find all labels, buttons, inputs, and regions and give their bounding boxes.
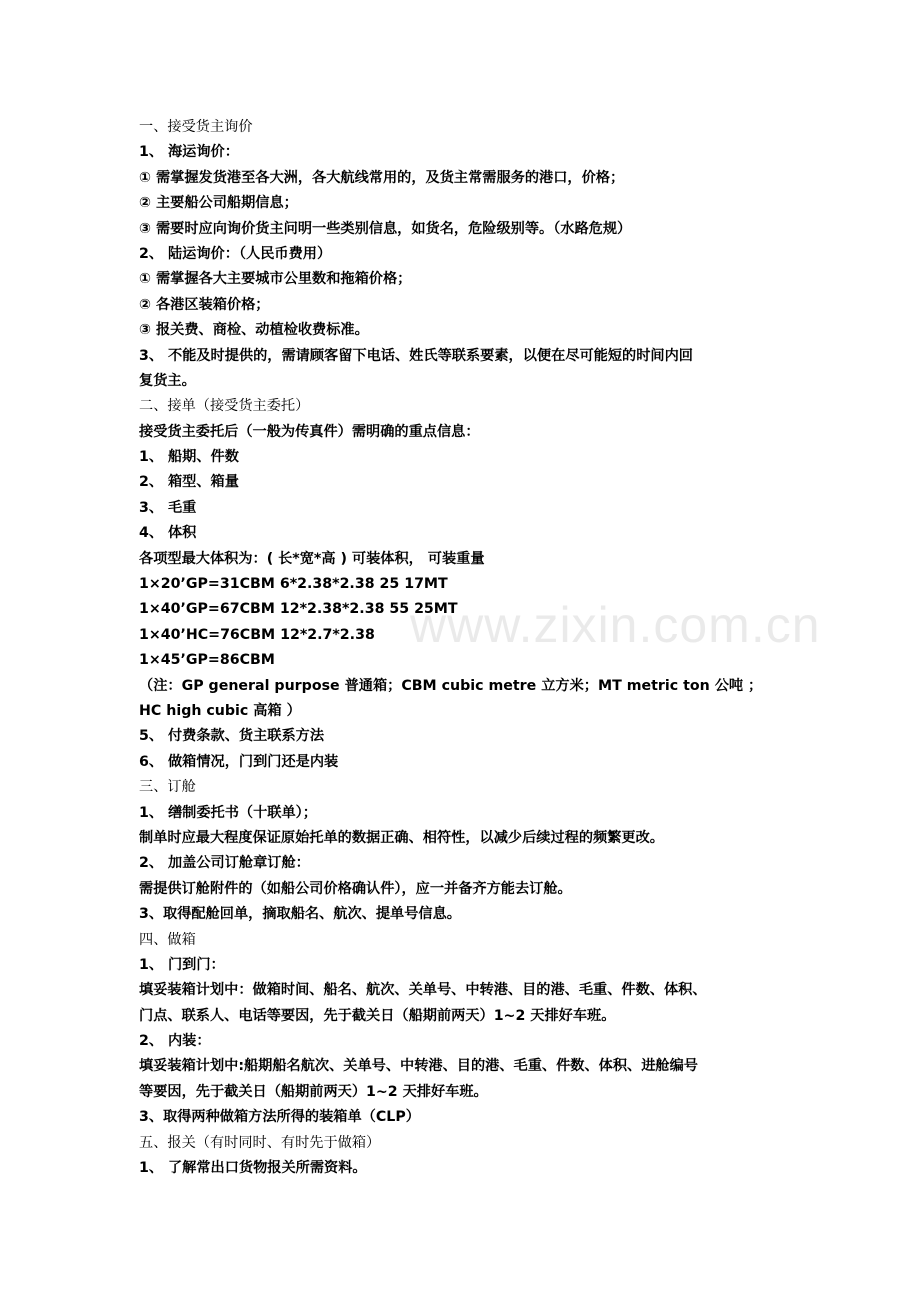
text-line: 四、做箱 — [139, 931, 196, 948]
text-line: 1×45’GP=86CBM — [139, 652, 275, 669]
text-line: 门点、联系人、电话等要因，先于截关日（船期前两天）1~2 天排好车班。 — [139, 1007, 616, 1024]
text-line: 3、取得两种做箱方法所得的装箱单（CLP） — [139, 1109, 420, 1126]
text-line: 各项型最大体积为：( 长*宽*高 ) 可装体积， 可装重量 — [139, 550, 485, 567]
watermark: www.zixin.com.cn — [410, 597, 821, 653]
text-line: 5、 付费条款、货主联系方法 — [139, 728, 325, 745]
text-line: （注：GP general purpose 普通箱；CBM cubic metre 立方米；MT metric ton 公吨 ； — [139, 677, 763, 694]
text-line: 需提供订舱附件的（如船公司价格确认件），应一并备齐方能去订舱。 — [139, 880, 572, 897]
text-line: 1×40’GP=67CBM 12*2.38*2.38 55 25MT — [139, 601, 458, 618]
text-line: 接受货主委托后（一般为传真件）需明确的重点信息： — [139, 423, 480, 440]
text-line: ③ 报关费、商检、动植检收费标准。 — [139, 322, 369, 339]
text-line: 1、 海运询价： — [139, 144, 239, 161]
text-line: 2、 加盖公司订舱章订舱： — [139, 855, 310, 872]
text-line: 1×20’GP=31CBM 6*2.38*2.38 25 17MT — [139, 576, 448, 593]
text-line: 2、 陆运询价：（人民币费用） — [139, 245, 332, 262]
text-line: 1、 了解常出口货物报关所需资料。 — [139, 1160, 367, 1177]
text-line: 6、 做箱情况，门到门还是内装 — [139, 753, 339, 770]
text-line: 1、 门到门： — [139, 956, 225, 973]
text-line: 3、 不能及时提供的，需请顾客留下电话、姓氏等联系要素，以便在尽可能短的时间内回 — [139, 347, 693, 364]
text-line: 填妥装箱计划中:船期船名航次、关单号、中转港、目的港、毛重、件数、体积、进舱编号 — [139, 1058, 698, 1075]
text-line: 填妥装箱计划中：做箱时间、船名、航次、关单号、中转港、目的港、毛重、件数、体积、 — [139, 982, 707, 999]
text-line: ② 各港区装箱价格； — [139, 296, 270, 313]
text-line: 一、接受货主询价 — [139, 119, 253, 135]
text-line: 2、 箱型、箱量 — [139, 474, 239, 491]
text-line: 五、报关（有时同时、有时先于做箱） — [139, 1134, 381, 1151]
text-line: ① 需掌握各大主要城市公里数和拖箱价格； — [139, 271, 412, 288]
text-line: ② 主要船公司船期信息； — [139, 195, 298, 212]
text-line: 三、订舱 — [139, 779, 196, 796]
text-line: 等要因，先于截关日（船期前两天）1~2 天排好车班。 — [139, 1083, 488, 1100]
text-line: HC high cubic 高箱 ） — [139, 702, 301, 719]
document-body — [139, 115, 789, 1181]
text-line: 2、 内装： — [139, 1033, 211, 1050]
text-line: 复货主。 — [139, 372, 196, 389]
text-line: 1×40’HC=76CBM 12*2.7*2.38 — [139, 626, 375, 643]
text-line: ① 需掌握发货港至各大洲，各大航线常用的，及货主常需服务的港口，价格； — [139, 169, 625, 186]
text-line: 制单时应最大程度保证原始托单的数据正确、相符性，以减少后续过程的频繁更改。 — [139, 829, 664, 846]
text-line: 4、 体积 — [139, 525, 197, 542]
text-line: 1、 船期、件数 — [139, 449, 239, 466]
text-line: 3、取得配舱回单，摘取船名、航次、提单号信息。 — [139, 906, 461, 923]
text-line: 二、接单（接受货主委托） — [139, 398, 310, 415]
text-line: 1、 缮制委托书（十联单）； — [139, 804, 317, 821]
text-line: ③ 需要时应向询价货主问明一些类别信息，如货名，危险级别等。（水路危规） — [139, 220, 632, 237]
text-line: 3、 毛重 — [139, 499, 197, 516]
